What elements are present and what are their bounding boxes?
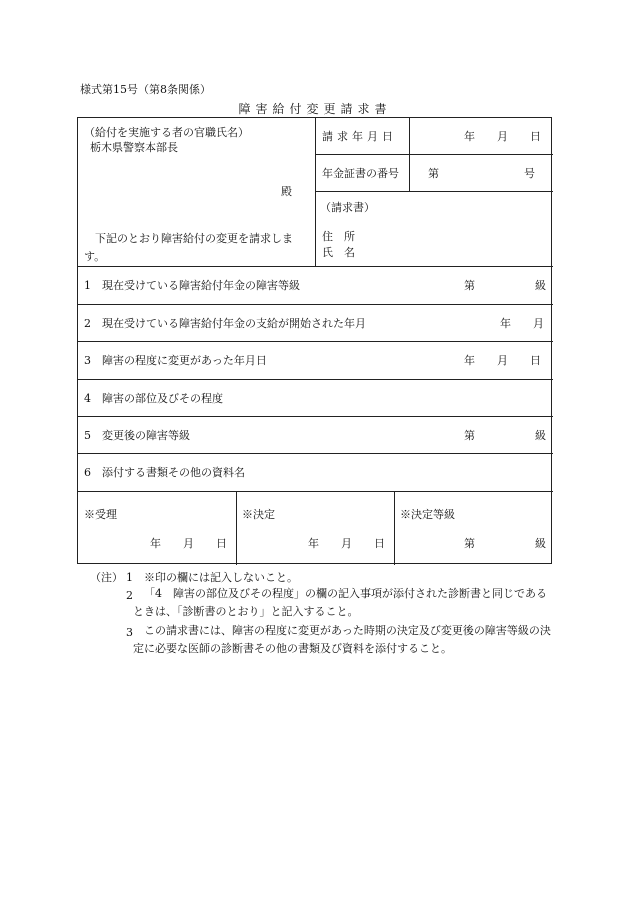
honorific: 殿 (281, 185, 292, 198)
claimant-heading: （請求書） (320, 201, 375, 214)
grade-label: ※決定等級 (400, 508, 455, 521)
grade-suffix: 級 (535, 537, 546, 550)
item-5-suffix: 級 (535, 429, 546, 442)
request-form-table (77, 117, 552, 564)
item-6-label: 6 添付する書類その他の資料名 (84, 466, 245, 479)
item-3-value[interactable]: 年 月 日 (464, 354, 541, 367)
pension-cert-prefix: 第 (428, 167, 439, 180)
note-3-text: この請求書には、障害の程度に変更があった時期の決定及び変更後の障害等級の決定に必要な医師の診断書その他の書類及び資料を添付すること。 (133, 624, 551, 655)
addressee-name: 栃木県警察本部長 (90, 141, 178, 154)
rule-office-divider-1 (236, 491, 237, 565)
rule-office-divider-2 (394, 491, 395, 565)
item-5-prefix: 第 (464, 429, 475, 442)
date-value[interactable]: 年 月 日 (464, 130, 541, 143)
form-number-label: 様式第15号（第8条関係） (80, 83, 211, 96)
rule-header-bottom (78, 266, 553, 267)
rule-item3 (78, 379, 553, 380)
item-1-prefix: 第 (464, 279, 475, 292)
pension-cert-label: 年金証書の番号 (322, 167, 399, 180)
receipt-date: 年 月 日 (150, 537, 227, 550)
address-label: 住 所 (322, 230, 355, 243)
rule-item4 (78, 416, 553, 417)
item-2-label: 2 現在受けている障害給付年金の支給が開始された年月 (84, 317, 366, 330)
decision-label: ※決定 (242, 508, 275, 521)
rule-item5 (78, 453, 553, 454)
grade-prefix: 第 (464, 537, 475, 550)
date-label: 請求年月日 (322, 130, 397, 143)
item-4-label: 4 障害の部位及びその程度 (84, 392, 223, 405)
receipt-label: ※受理 (84, 508, 117, 521)
rule-item6 (78, 491, 553, 492)
note-1-text: ※印の欄には記入しないこと。 (144, 571, 298, 584)
item-1-suffix: 級 (535, 279, 546, 292)
pension-cert-suffix: 号 (524, 167, 535, 180)
rule-item2 (78, 341, 553, 342)
note-1-number: 1 (126, 571, 133, 584)
rule-date-row (315, 154, 553, 155)
decision-date: 年 月 日 (308, 537, 385, 550)
addressee-heading: （給付を実施する者の官職氏名） (84, 126, 249, 139)
item-2-value[interactable]: 年 月 (500, 317, 544, 330)
notes-prefix: （注） (90, 571, 123, 584)
note-2-text: 「4 障害の部位及びその程度」の欄の記入事項が添付された診断書と同じであるときは、「診断書のとおり」と記入すること。 (133, 587, 547, 618)
item-1-label: 1 現在受けている障害給付年金の障害等級 (84, 279, 300, 292)
rule-header-divider (315, 118, 316, 266)
item-5-label: 5 変更後の障害等級 (84, 429, 190, 442)
rule-item1 (78, 304, 553, 305)
name-label: 氏 名 (322, 246, 355, 259)
note-2-number: 2 (126, 589, 133, 602)
request-statement: 下記のとおり障害給付の変更を請求します。 (84, 232, 293, 263)
rule-cert-row (315, 191, 553, 192)
item-3-label: 3 障害の程度に変更があった年月日 (84, 354, 267, 367)
document-title: 障害給付変更請求書 (238, 102, 392, 116)
rule-value-divider (409, 118, 410, 191)
note-3-number: 3 (126, 626, 133, 639)
